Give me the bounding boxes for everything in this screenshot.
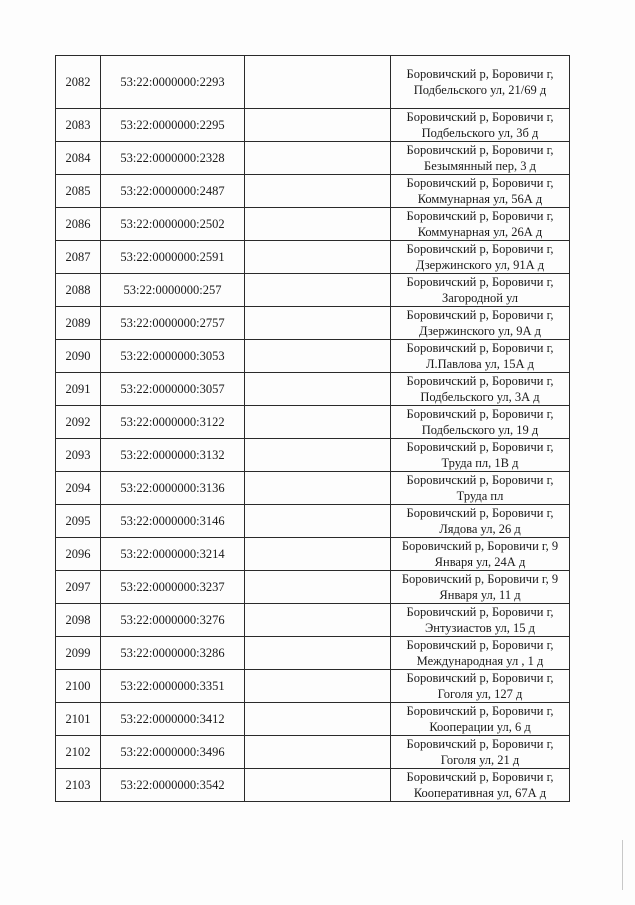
address-cell xyxy=(391,736,570,769)
empty-cell xyxy=(245,241,391,274)
row-number-cell: 2099 xyxy=(56,637,101,670)
empty-cell xyxy=(245,604,391,637)
registry-table-body xyxy=(56,56,570,802)
row-number-cell: 2089 xyxy=(56,307,101,340)
address-cell xyxy=(391,670,570,703)
table-row xyxy=(56,406,570,439)
address-text: Боровичский р, Боровичи г, Загородной ул xyxy=(406,275,554,305)
empty-cell xyxy=(245,670,391,703)
table-row xyxy=(56,769,570,802)
cadastral-number-cell: 53:22:0000000:3132 xyxy=(101,439,245,472)
row-number-cell: 2096 xyxy=(56,538,101,571)
address-cell xyxy=(391,472,570,505)
row-number-cell: 2093 xyxy=(56,439,101,472)
address-text: Боровичский р, Боровичи г, Гоголя ул, 21 д xyxy=(406,737,554,767)
table-row xyxy=(56,274,570,307)
address-cell xyxy=(391,406,570,439)
address-cell xyxy=(391,274,570,307)
empty-cell xyxy=(245,637,391,670)
address-cell xyxy=(391,769,570,802)
cadastral-number-cell: 53:22:0000000:2502 xyxy=(101,208,245,241)
cadastral-number-cell: 53:22:0000000:2295 xyxy=(101,109,245,142)
table-row xyxy=(56,505,570,538)
address-cell xyxy=(391,56,570,109)
table-row xyxy=(56,56,570,109)
row-number-cell: 2083 xyxy=(56,109,101,142)
row-number-cell: 2102 xyxy=(56,736,101,769)
table-row xyxy=(56,307,570,340)
empty-cell xyxy=(245,538,391,571)
table-row xyxy=(56,571,570,604)
address-cell xyxy=(391,604,570,637)
empty-cell xyxy=(245,571,391,604)
address-text: Боровичский р, Боровичи г, 9 Января ул, 24А д xyxy=(401,539,559,569)
table-row xyxy=(56,340,570,373)
cadastral-number-cell: 53:22:0000000:3276 xyxy=(101,604,245,637)
address-text: Боровичский р, Боровичи г, Кооперативная ул, 67А д xyxy=(406,770,554,800)
cadastral-number-cell: 53:22:0000000:2591 xyxy=(101,241,245,274)
address-text: Боровичский р, Боровичи г, Международная ул , 1 д xyxy=(406,638,554,668)
address-cell xyxy=(391,340,570,373)
address-cell xyxy=(391,637,570,670)
table-row xyxy=(56,439,570,472)
cadastral-number-cell: 53:22:0000000:3286 xyxy=(101,637,245,670)
row-number-cell: 2097 xyxy=(56,571,101,604)
address-text: Боровичский р, Боровичи г, Дзержинского ул, 9А д xyxy=(406,308,554,338)
row-number-cell: 2101 xyxy=(56,703,101,736)
empty-cell xyxy=(245,439,391,472)
address-text: Боровичский р, Боровичи г, Труда пл xyxy=(406,473,554,503)
cadastral-number-cell: 53:22:0000000:3214 xyxy=(101,538,245,571)
row-number-cell: 2085 xyxy=(56,175,101,208)
empty-cell xyxy=(245,505,391,538)
row-number-cell: 2087 xyxy=(56,241,101,274)
table-row xyxy=(56,472,570,505)
table-row xyxy=(56,538,570,571)
empty-cell xyxy=(245,175,391,208)
cadastral-number-cell: 53:22:0000000:3146 xyxy=(101,505,245,538)
empty-cell xyxy=(245,406,391,439)
row-number-cell: 2095 xyxy=(56,505,101,538)
cadastral-number-cell: 53:22:0000000:257 xyxy=(101,274,245,307)
row-number-cell: 2103 xyxy=(56,769,101,802)
row-number-cell: 2084 xyxy=(56,142,101,175)
empty-cell xyxy=(245,769,391,802)
row-number-cell: 2092 xyxy=(56,406,101,439)
empty-cell xyxy=(245,736,391,769)
scan-edge-mark xyxy=(622,840,623,890)
address-text: Боровичский р, Боровичи г, Подбельского ул, 3б д xyxy=(406,110,554,140)
table-row xyxy=(56,703,570,736)
address-cell xyxy=(391,208,570,241)
cadastral-number-cell: 53:22:0000000:3053 xyxy=(101,340,245,373)
property-registry-table xyxy=(55,55,570,802)
table-row xyxy=(56,373,570,406)
address-cell xyxy=(391,307,570,340)
cadastral-number-cell: 53:22:0000000:2757 xyxy=(101,307,245,340)
empty-cell xyxy=(245,307,391,340)
cadastral-number-cell: 53:22:0000000:2293 xyxy=(101,56,245,109)
address-cell xyxy=(391,142,570,175)
address-cell xyxy=(391,373,570,406)
cadastral-number-cell: 53:22:0000000:3122 xyxy=(101,406,245,439)
table-row xyxy=(56,142,570,175)
empty-cell xyxy=(245,373,391,406)
row-number-cell: 2090 xyxy=(56,340,101,373)
table-row xyxy=(56,241,570,274)
table-row xyxy=(56,208,570,241)
address-text: Боровичский р, Боровичи г, Подбельского ул, 3А д xyxy=(406,374,554,404)
empty-cell xyxy=(245,142,391,175)
empty-cell xyxy=(245,703,391,736)
cadastral-number-cell: 53:22:0000000:3542 xyxy=(101,769,245,802)
row-number-cell: 2094 xyxy=(56,472,101,505)
address-cell xyxy=(391,109,570,142)
row-number-cell: 2086 xyxy=(56,208,101,241)
address-text: Боровичский р, Боровичи г, Коммунарная ул, 56А д xyxy=(406,176,554,206)
row-number-cell: 2082 xyxy=(56,56,101,109)
address-cell xyxy=(391,571,570,604)
row-number-cell: 2088 xyxy=(56,274,101,307)
address-cell xyxy=(391,175,570,208)
address-text: Боровичский р, Боровичи г, Энтузиастов ул, 15 д xyxy=(406,605,554,635)
address-text: Боровичский р, Боровичи г, Труда пл, 1В д xyxy=(406,440,554,470)
row-number-cell: 2091 xyxy=(56,373,101,406)
empty-cell xyxy=(245,56,391,109)
table-row xyxy=(56,736,570,769)
cadastral-number-cell: 53:22:0000000:2487 xyxy=(101,175,245,208)
address-cell xyxy=(391,439,570,472)
address-text: Боровичский р, Боровичи г, Дзержинского ул, 91А д xyxy=(406,242,554,272)
empty-cell xyxy=(245,340,391,373)
table-row xyxy=(56,637,570,670)
address-text: Боровичский р, Боровичи г, Подбельского ул, 19 д xyxy=(406,407,554,437)
cadastral-number-cell: 53:22:0000000:3496 xyxy=(101,736,245,769)
address-cell xyxy=(391,505,570,538)
cadastral-number-cell: 53:22:0000000:2328 xyxy=(101,142,245,175)
address-text: Боровичский р, Боровичи г, Подбельского ул, 21/69 д xyxy=(406,67,554,97)
cadastral-number-cell: 53:22:0000000:3412 xyxy=(101,703,245,736)
cadastral-number-cell: 53:22:0000000:3237 xyxy=(101,571,245,604)
empty-cell xyxy=(245,208,391,241)
address-text: Боровичский р, Боровичи г, Кооперации ул, 6 д xyxy=(406,704,554,734)
address-text: Боровичский р, Боровичи г, Л.Павлова ул, 15А д xyxy=(406,341,554,371)
address-cell xyxy=(391,538,570,571)
empty-cell xyxy=(245,109,391,142)
table-row xyxy=(56,604,570,637)
row-number-cell: 2098 xyxy=(56,604,101,637)
address-cell xyxy=(391,703,570,736)
cadastral-number-cell: 53:22:0000000:3136 xyxy=(101,472,245,505)
table-row xyxy=(56,670,570,703)
address-text: Боровичский р, Боровичи г, 9 Января ул, 11 д xyxy=(401,572,559,602)
address-text: Боровичский р, Боровичи г, Коммунарная ул, 26А д xyxy=(406,209,554,239)
table-row xyxy=(56,175,570,208)
address-text: Боровичский р, Боровичи г, Безымянный пер, 3 д xyxy=(406,143,554,173)
empty-cell xyxy=(245,472,391,505)
row-number-cell: 2100 xyxy=(56,670,101,703)
cadastral-number-cell: 53:22:0000000:3057 xyxy=(101,373,245,406)
address-text: Боровичский р, Боровичи г, Лядова ул, 26 д xyxy=(406,506,554,536)
address-text: Боровичский р, Боровичи г, Гоголя ул, 127 д xyxy=(406,671,554,701)
table-row xyxy=(56,109,570,142)
empty-cell xyxy=(245,274,391,307)
address-cell xyxy=(391,241,570,274)
cadastral-number-cell: 53:22:0000000:3351 xyxy=(101,670,245,703)
